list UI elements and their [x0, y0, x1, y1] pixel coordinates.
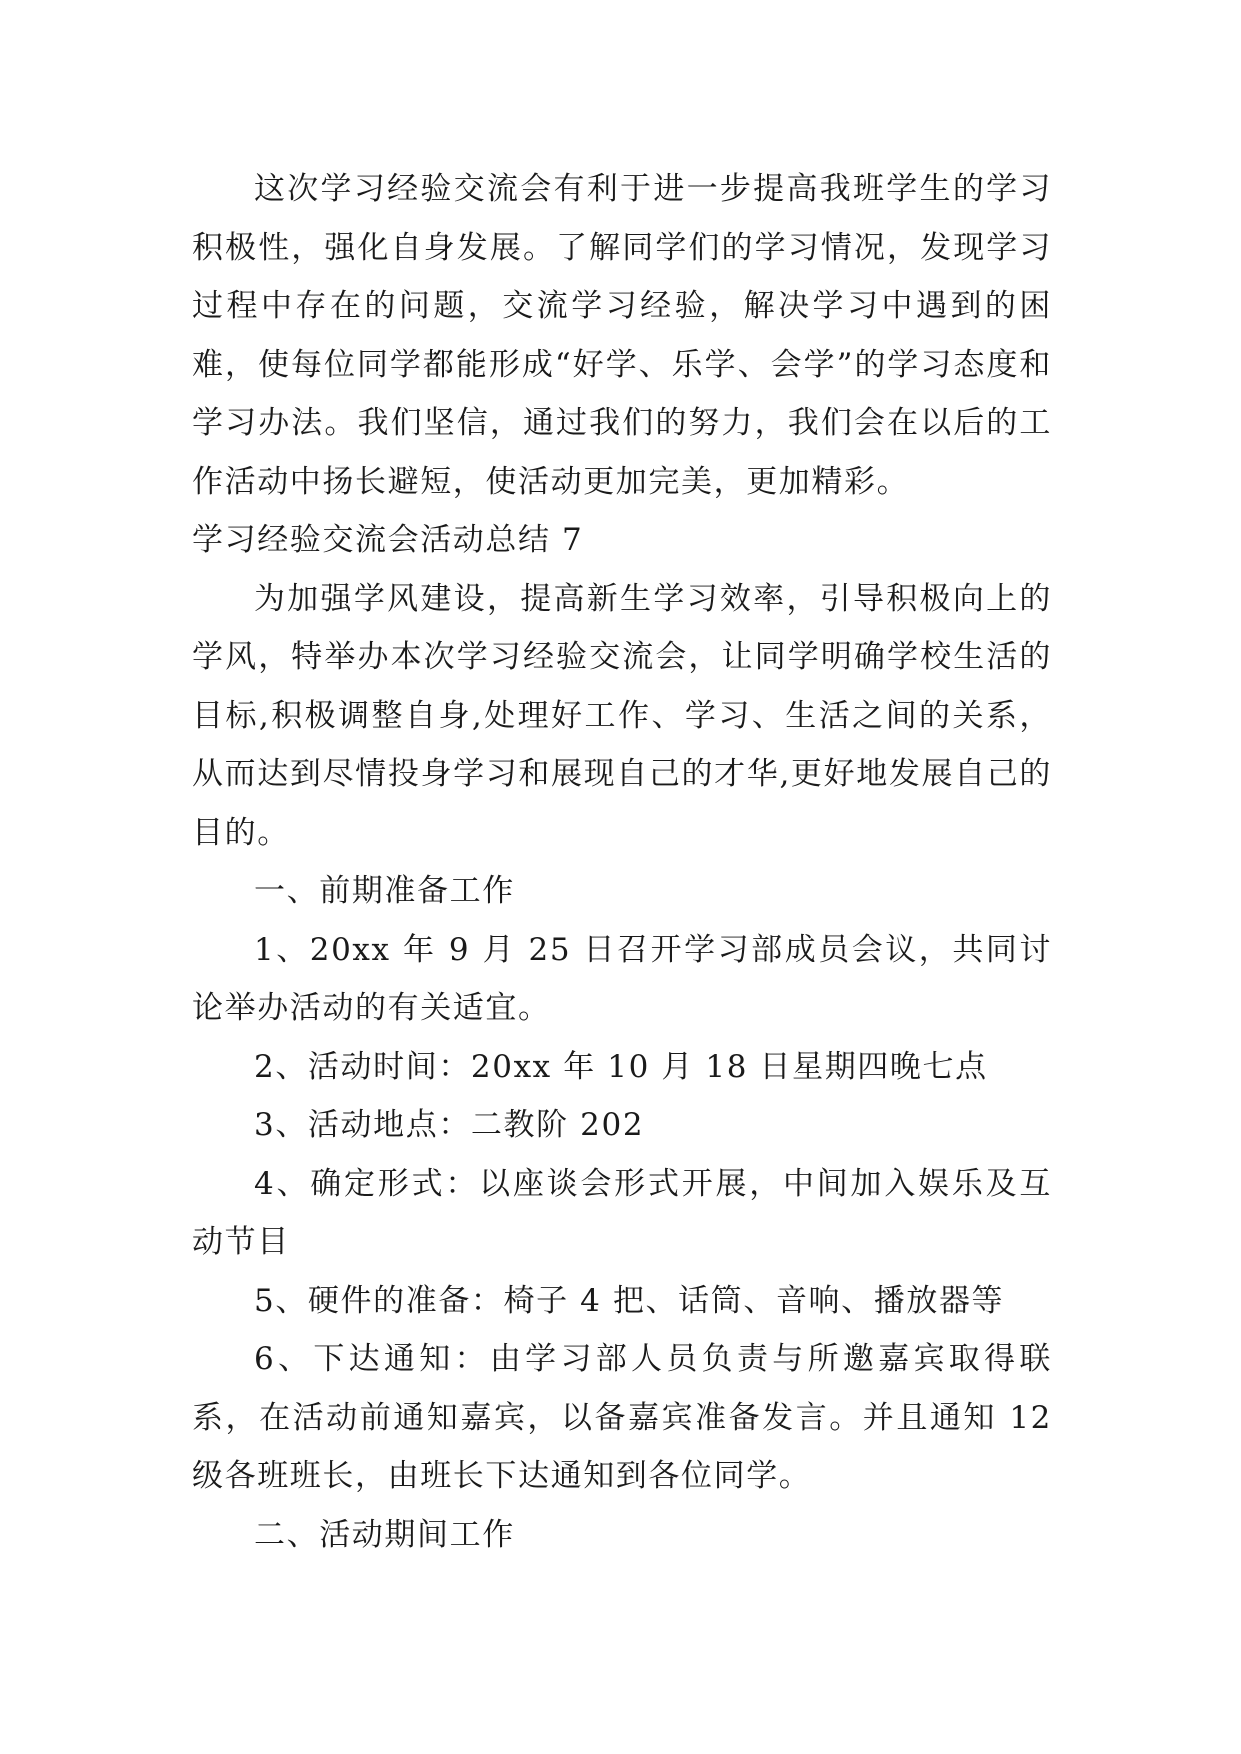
list-item-2: 2、活动时间：20xx 年 10 月 18 日星期四晚七点 [254, 1048, 988, 1085]
list-item-3: 3、活动地点：二教阶 202 [254, 1107, 645, 1143]
subheading-activity-period: 二、活动期间工作 [254, 1516, 515, 1553]
subheading-preparation: 一、前期准备工作 [254, 873, 515, 909]
list-item-5: 5、硬件的准备：椅子 4 把、话筒、音响、播放器等 [254, 1282, 1005, 1319]
list-item-1: 1、20xx 年 9 月 25 日召开学习部成员会议，共同讨论举办活动的有关适宜。 [192, 931, 1052, 1026]
document-page [192, 160, 1052, 1564]
section-title: 学习经验交流会活动总结 7 [192, 522, 584, 558]
body-paragraph-purpose: 为加强学风建设，提高新生学习效率，引导积极向上的学风，特举办本次学习经验交流会，让同学明确学校生活的目标,积极调整自身,处理好工作、学习、生活之间的关系，从而达到尽情投身学习和展现自己的才华,更好地发展自己的目的。 [192, 580, 1052, 851]
list-item-6: 6、下达通知：由学习部人员负责与所邀嘉宾取得联系，在活动前通知嘉宾，以备嘉宾准备发言。并且通知 12 级各班班长，由班长下达通知到各位同学。 [192, 1341, 1052, 1494]
list-item-4: 4、确定形式：以座谈会形式开展，中间加入娱乐及互动节目 [192, 1165, 1052, 1260]
intro-paragraph: 这次学习经验交流会有利于进一步提高我班学生的学习积极性，强化自身发展。了解同学们的学习情况，发现学习过程中存在的问题，交流学习经验，解决学习中遇到的困难，使每位同学都能形成“好学、乐学、会学”的学习态度和学习办法。我们坚信，通过我们的努力，我们会在以后的工作活动中扬长避短，使活动更加完美，更加精彩。 [192, 171, 1052, 500]
